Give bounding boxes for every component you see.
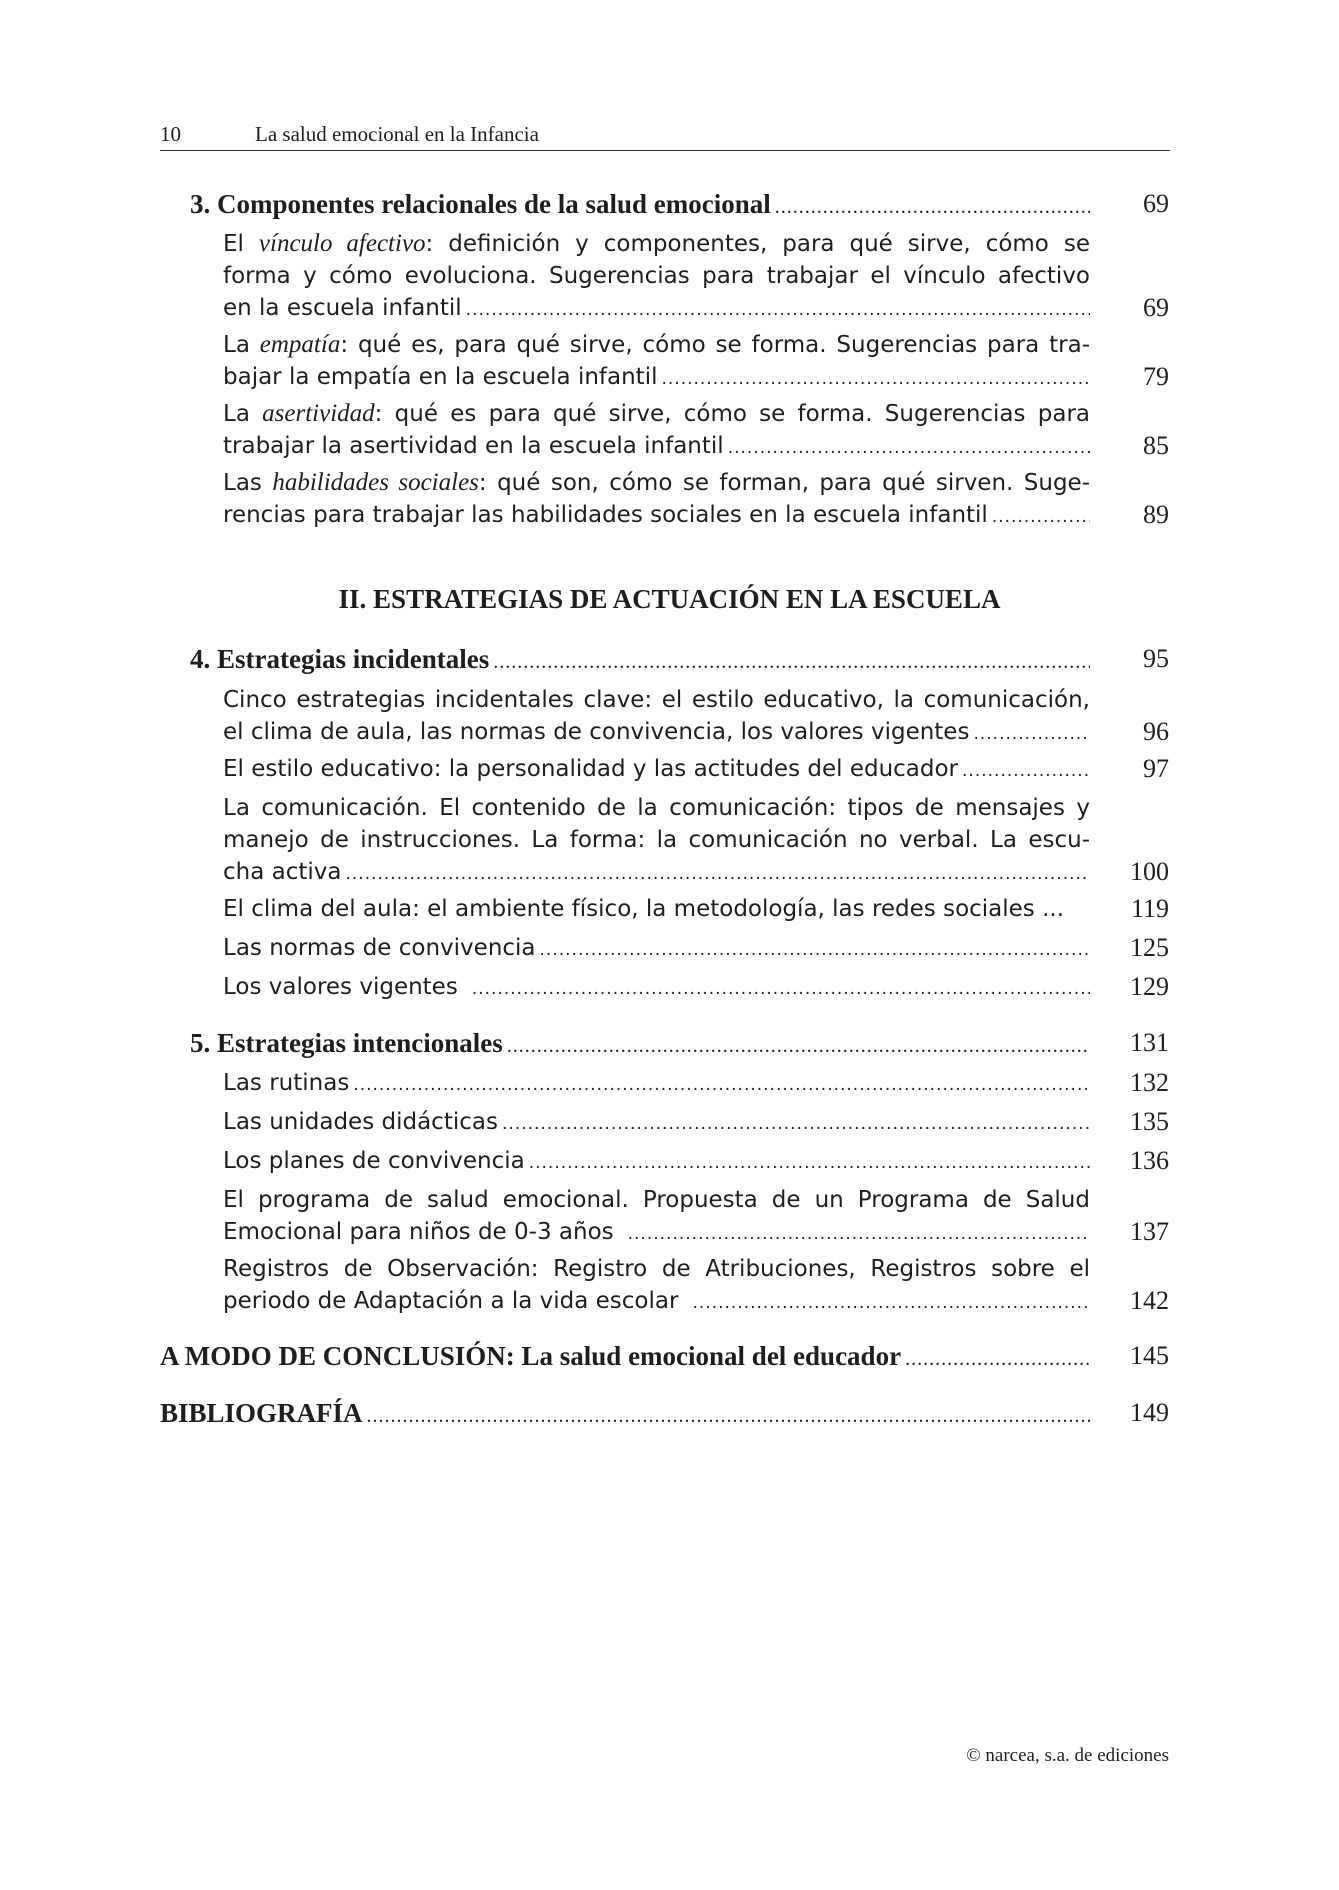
- leader-dots: [367, 1400, 1090, 1432]
- toc-text: Las unidades didácticas: [223, 1109, 498, 1135]
- toc-page-number: 132: [1130, 1068, 1169, 1097]
- toc-text: trabajar la asertividad en la escuela infantil: [223, 433, 724, 459]
- toc-page-number: 131: [1130, 1028, 1169, 1057]
- leader-dots: [728, 432, 1090, 462]
- leader-dots: [345, 858, 1090, 888]
- toc-line: Registros de Observación: Registro de Atribuciones, Registros sobre el: [223, 1256, 1090, 1282]
- toc-item-unidades-didacticas[interactable]: [223, 1106, 1090, 1140]
- toc-emphasis: empatía: [259, 331, 341, 358]
- chapter-title: Estrategias intencionales: [217, 1028, 503, 1058]
- section-title: A MODO DE CONCLUSIÓN: La salud emocional del educador: [160, 1341, 902, 1371]
- toc-text: : definición y componentes, para qué sirve, cómo se: [425, 231, 1090, 257]
- leader-dots: [692, 1287, 1090, 1317]
- toc-text: La: [223, 332, 260, 358]
- toc-page-number: 89: [1143, 500, 1169, 529]
- toc-line: [223, 716, 1090, 748]
- toc-item-cinco-estrategias[interactable]: [223, 684, 1090, 748]
- chapter-number: 3.: [190, 189, 211, 219]
- toc-line: La comunicación. El contenido de la comunicación: tipos de mensajes y: [223, 795, 1090, 821]
- toc-text: : qué es para qué sirve, cómo se forma. Sugerencias para: [374, 401, 1090, 427]
- toc-text: : qué es, para qué sirve, cómo se forma. Sugerencias para tra-: [340, 332, 1090, 358]
- leader-dots: [992, 501, 1090, 531]
- part-heading: II. ESTRATEGIAS DE ACTUACIÓN EN LA ESCUELA: [338, 584, 1001, 614]
- leader-dots: [661, 363, 1090, 393]
- header-rule: [160, 150, 1170, 151]
- leader-dots: [353, 1069, 1090, 1101]
- toc-conclusion[interactable]: [160, 1340, 1090, 1375]
- toc-page-number: 69: [1143, 189, 1169, 218]
- leader-dots: [775, 191, 1090, 223]
- toc-text: La: [223, 401, 263, 427]
- toc-text: Las rutinas: [223, 1070, 350, 1096]
- toc-text: Los valores vigentes: [223, 974, 458, 1000]
- page-number: 10: [160, 122, 181, 146]
- copyright-footer: © narcea, s.a. de ediciones: [966, 1745, 1169, 1766]
- toc-line: [223, 1285, 1090, 1317]
- toc-page-number: 129: [1130, 972, 1169, 1001]
- leader-dots: [973, 718, 1090, 748]
- toc-text: rencias para trabajar las habilidades sociales en la escuela infantil: [223, 502, 988, 528]
- toc-item-registros-observacion[interactable]: [223, 1253, 1090, 1317]
- toc-item-programa-salud[interactable]: [223, 1184, 1090, 1248]
- toc-text: Emocional para niños de 0-3 años: [223, 1219, 614, 1245]
- toc-page-number: 69: [1143, 293, 1169, 322]
- leader-dots: [962, 755, 1090, 787]
- toc-page-number: 142: [1130, 1286, 1169, 1315]
- chapter-title: Componentes relacionales de la salud emocional: [217, 189, 771, 219]
- toc-page-number: 85: [1143, 431, 1169, 460]
- leader-dots: [466, 294, 1090, 324]
- toc-item-vinculo-afectivo[interactable]: [223, 228, 1090, 324]
- toc-emphasis: vínculo afectivo: [258, 230, 426, 257]
- toc-text: : qué son, cómo se forman, para qué sirven. Suge-: [478, 470, 1090, 496]
- toc-page-number: 145: [1130, 1341, 1169, 1370]
- leader-dots: [905, 1343, 1090, 1375]
- leader-dots: [540, 934, 1090, 966]
- toc-line: [223, 499, 1090, 531]
- chapter-number: 4.: [190, 644, 211, 674]
- toc-text: Las: [223, 470, 273, 496]
- toc-item-clima-aula[interactable]: [223, 893, 1090, 925]
- toc-bibliography[interactable]: [160, 1397, 1090, 1432]
- chapter-number: 5.: [190, 1028, 211, 1058]
- section-title: BIBLIOGRAFÍA: [160, 1398, 363, 1428]
- toc-item-estilo-educativo[interactable]: [223, 753, 1090, 787]
- toc-line: [223, 430, 1090, 462]
- toc-item-comunicacion[interactable]: [223, 792, 1090, 888]
- toc-page-number: 125: [1130, 933, 1169, 962]
- toc-line: [223, 361, 1090, 393]
- toc-line: [223, 1216, 1090, 1248]
- toc-emphasis: habilidades sociales: [272, 469, 479, 496]
- toc-line: Cinco estrategias incidentales clave: el estilo educativo, la comunicación,: [223, 687, 1090, 713]
- toc-line: El programa de salud emocional. Propuesta de un Programa de Salud: [223, 1187, 1090, 1213]
- toc-text: El: [223, 231, 259, 257]
- toc-line: El clima del aula: el ambiente físico, la metodología, las redes sociales ...: [223, 896, 1065, 922]
- leader-dots: [529, 1147, 1090, 1179]
- toc-item-habilidades-sociales[interactable]: [223, 467, 1090, 531]
- chapter-title: Estrategias incidentales: [217, 644, 490, 674]
- leader-dots: [628, 1218, 1090, 1248]
- toc-item-rutinas[interactable]: [223, 1067, 1090, 1101]
- toc-chapter-3[interactable]: [190, 188, 1090, 223]
- toc-text: cha activa: [223, 859, 342, 885]
- leader-dots: [507, 1030, 1090, 1062]
- toc-line: [223, 856, 1090, 888]
- toc-item-asertividad[interactable]: [223, 398, 1090, 462]
- leader-dots: [493, 646, 1090, 678]
- toc-page-number: 100: [1130, 857, 1169, 886]
- toc-item-empatia[interactable]: [223, 329, 1090, 393]
- toc-text: periodo de Adaptación a la vida escolar: [223, 1288, 679, 1314]
- toc-text: Los planes de convivencia: [223, 1148, 525, 1174]
- running-title: La salud emocional en la Infancia: [255, 122, 539, 146]
- toc-item-normas-convivencia[interactable]: [223, 932, 1090, 966]
- toc-text: el clima de aula, las normas de convivencia, los valores vigentes: [223, 719, 970, 745]
- toc-chapter-4[interactable]: [190, 643, 1090, 678]
- toc-page-number: 137: [1130, 1217, 1169, 1246]
- running-header: [160, 120, 1170, 152]
- toc-page-number: 119: [1130, 894, 1169, 923]
- toc-text: El estilo educativo: la personalidad y las actitudes del educador: [223, 756, 959, 782]
- toc-chapter-5[interactable]: [190, 1027, 1090, 1062]
- toc-line: [223, 398, 1090, 430]
- leader-dots: [502, 1108, 1090, 1140]
- toc-line: forma y cómo evoluciona. Sugerencias para trabajar el vínculo afectivo: [223, 263, 1090, 289]
- toc-text: en la escuela infantil: [223, 295, 462, 321]
- toc-line: [223, 329, 1090, 361]
- toc-item-valores-vigentes[interactable]: [223, 971, 1090, 1005]
- toc-line: [223, 228, 1090, 260]
- leader-dots: [472, 973, 1090, 1005]
- toc-page-number: 149: [1130, 1398, 1169, 1427]
- toc-page-number: 96: [1143, 717, 1169, 746]
- toc-page-number: 136: [1130, 1146, 1169, 1175]
- toc-line: [223, 292, 1090, 324]
- toc-item-planes-convivencia[interactable]: [223, 1145, 1090, 1179]
- toc-page-number: 79: [1143, 362, 1169, 391]
- toc-page-number: 97: [1143, 754, 1169, 783]
- toc-emphasis: asertividad: [262, 400, 375, 427]
- toc-page-number: 95: [1143, 644, 1169, 673]
- toc-line: manejo de instrucciones. La forma: la comunicación no verbal. La escu-: [223, 827, 1090, 853]
- toc-line: [223, 467, 1090, 499]
- toc-text: bajar la empatía en la escuela infantil: [223, 364, 658, 390]
- toc-page-number: 135: [1130, 1107, 1169, 1136]
- toc-text: Las normas de convivencia: [223, 935, 536, 961]
